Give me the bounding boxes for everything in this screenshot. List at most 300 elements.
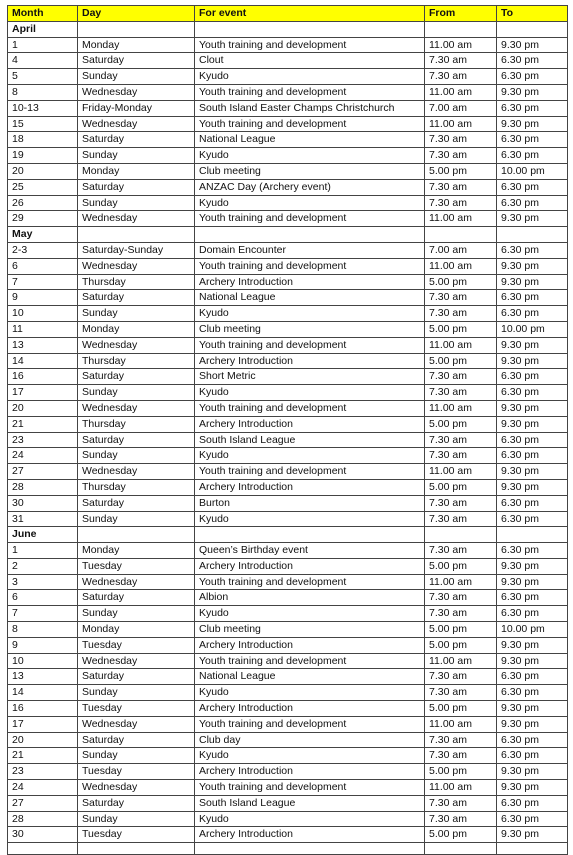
cell-event: National League bbox=[195, 669, 425, 685]
cell-to: 6.30 pm bbox=[497, 385, 568, 401]
cell-to: 6.30 pm bbox=[497, 669, 568, 685]
table-row bbox=[8, 195, 568, 211]
cell-event: Youth training and development bbox=[195, 574, 425, 590]
cell-day: Sunday bbox=[78, 448, 195, 464]
cell-date: 1 bbox=[8, 37, 78, 53]
table-row bbox=[8, 764, 568, 780]
cell-date: 13 bbox=[8, 337, 78, 353]
cell-event: Kyudo bbox=[195, 606, 425, 622]
table-row bbox=[8, 716, 568, 732]
cell-from: 5.00 pm bbox=[425, 353, 497, 369]
table-row bbox=[8, 116, 568, 132]
cell-to: 6.30 pm bbox=[497, 432, 568, 448]
cell-from: 7.30 am bbox=[425, 69, 497, 85]
cell-date: 6 bbox=[8, 590, 78, 606]
cell-day: Monday bbox=[78, 321, 195, 337]
cell-to: 6.30 pm bbox=[497, 369, 568, 385]
cell-event: South Island League bbox=[195, 795, 425, 811]
cell-day: Saturday bbox=[78, 53, 195, 69]
cell-date: 8 bbox=[8, 84, 78, 100]
cell-to: 9.30 pm bbox=[497, 258, 568, 274]
cell-day: Tuesday bbox=[78, 764, 195, 780]
cell-day: Wednesday bbox=[78, 84, 195, 100]
empty-cell bbox=[78, 527, 195, 543]
cell-day: Saturday bbox=[78, 179, 195, 195]
cell-from: 5.00 pm bbox=[425, 764, 497, 780]
cell-day: Sunday bbox=[78, 148, 195, 164]
cell-date: 1 bbox=[8, 543, 78, 559]
cell-event: National League bbox=[195, 132, 425, 148]
table-row bbox=[8, 464, 568, 480]
cell-day: Saturday bbox=[78, 590, 195, 606]
table-row bbox=[8, 685, 568, 701]
cell-day: Tuesday bbox=[78, 827, 195, 843]
table-row bbox=[8, 163, 568, 179]
cell-day: Wednesday bbox=[78, 211, 195, 227]
cell-event: Youth training and development bbox=[195, 211, 425, 227]
cell-event: Archery Introduction bbox=[195, 764, 425, 780]
cell-day: Thursday bbox=[78, 479, 195, 495]
cell-to: 9.30 pm bbox=[497, 116, 568, 132]
cell-from: 7.00 am bbox=[425, 242, 497, 258]
cell-to: 6.30 pm bbox=[497, 69, 568, 85]
cell-day: Thursday bbox=[78, 274, 195, 290]
cell-event: Kyudo bbox=[195, 385, 425, 401]
empty-cell bbox=[195, 227, 425, 243]
cell-event: Kyudo bbox=[195, 148, 425, 164]
cell-from: 11.00 am bbox=[425, 116, 497, 132]
table-row bbox=[8, 748, 568, 764]
cell-day: Wednesday bbox=[78, 464, 195, 480]
table-row bbox=[8, 242, 568, 258]
cell-to: 6.30 pm bbox=[497, 53, 568, 69]
cell-event: Kyudo bbox=[195, 306, 425, 322]
cell-day: Saturday bbox=[78, 132, 195, 148]
cell-day: Saturday bbox=[78, 669, 195, 685]
table-row bbox=[8, 385, 568, 401]
cell-to: 6.30 pm bbox=[497, 179, 568, 195]
table-row bbox=[8, 337, 568, 353]
table-row bbox=[8, 495, 568, 511]
cell-event: Domain Encounter bbox=[195, 242, 425, 258]
cell-day: Wednesday bbox=[78, 780, 195, 796]
cell-day: Friday-Monday bbox=[78, 100, 195, 116]
table-row bbox=[8, 179, 568, 195]
cell-day: Sunday bbox=[78, 195, 195, 211]
cell-day: Saturday bbox=[78, 432, 195, 448]
cell-event: Club meeting bbox=[195, 321, 425, 337]
cell-date: 14 bbox=[8, 353, 78, 369]
table-row bbox=[8, 132, 568, 148]
cell-from: 5.00 pm bbox=[425, 637, 497, 653]
table-row bbox=[8, 574, 568, 590]
cell-to: 9.30 pm bbox=[497, 716, 568, 732]
cell-event: Club day bbox=[195, 732, 425, 748]
cell-date: 17 bbox=[8, 716, 78, 732]
cell-from: 11.00 am bbox=[425, 37, 497, 53]
table-row bbox=[8, 321, 568, 337]
cell-to: 9.30 pm bbox=[497, 353, 568, 369]
month-label: June bbox=[8, 527, 78, 543]
empty-cell bbox=[78, 21, 195, 37]
table-row bbox=[8, 795, 568, 811]
cell-from: 7.30 am bbox=[425, 195, 497, 211]
cell-from: 7.30 am bbox=[425, 179, 497, 195]
cell-to: 6.30 pm bbox=[497, 795, 568, 811]
cell-from: 7.30 am bbox=[425, 590, 497, 606]
cell-event: Kyudo bbox=[195, 811, 425, 827]
cell-to: 6.30 pm bbox=[497, 306, 568, 322]
cell-to: 10.00 pm bbox=[497, 622, 568, 638]
cell-day: Saturday bbox=[78, 495, 195, 511]
cell-event: Youth training and development bbox=[195, 337, 425, 353]
cell-event: Clout bbox=[195, 53, 425, 69]
table-row bbox=[8, 290, 568, 306]
cell-to: 6.30 pm bbox=[497, 511, 568, 527]
cell-date: 3 bbox=[8, 574, 78, 590]
cell-to: 6.30 pm bbox=[497, 685, 568, 701]
cell-to: 9.30 pm bbox=[497, 400, 568, 416]
cell-from: 11.00 am bbox=[425, 400, 497, 416]
cell-day: Monday bbox=[78, 37, 195, 53]
cell-to: 6.30 pm bbox=[497, 606, 568, 622]
cell-from: 5.00 pm bbox=[425, 479, 497, 495]
table-row bbox=[8, 827, 568, 843]
cell-event: Queen’s Birthday event bbox=[195, 543, 425, 559]
cell-date: 13 bbox=[8, 669, 78, 685]
cell-to: 9.30 pm bbox=[497, 84, 568, 100]
cell-to: 9.30 pm bbox=[497, 780, 568, 796]
cell-day: Sunday bbox=[78, 685, 195, 701]
cell-to: 9.30 pm bbox=[497, 211, 568, 227]
cell-day: Thursday bbox=[78, 416, 195, 432]
cell-to: 6.30 pm bbox=[497, 242, 568, 258]
cell-to: 9.30 pm bbox=[497, 653, 568, 669]
table-row bbox=[8, 701, 568, 717]
cell-date: 30 bbox=[8, 827, 78, 843]
cell-date: 24 bbox=[8, 780, 78, 796]
empty-cell bbox=[425, 227, 497, 243]
cell-date: 20 bbox=[8, 163, 78, 179]
cell-event: ANZAC Day (Archery event) bbox=[195, 179, 425, 195]
schedule-table bbox=[7, 5, 568, 855]
cell-event: South Island League bbox=[195, 432, 425, 448]
cell-date: 24 bbox=[8, 448, 78, 464]
table-row bbox=[8, 369, 568, 385]
cell-from: 7.30 am bbox=[425, 495, 497, 511]
cell-from: 5.00 pm bbox=[425, 701, 497, 717]
cell-to: 6.30 pm bbox=[497, 543, 568, 559]
cell-from: 5.00 pm bbox=[425, 558, 497, 574]
month-row bbox=[8, 227, 568, 243]
cell-date: 9 bbox=[8, 637, 78, 653]
cell-to: 6.30 pm bbox=[497, 148, 568, 164]
cell-to: 6.30 pm bbox=[497, 100, 568, 116]
cell-to: 9.30 pm bbox=[497, 827, 568, 843]
header-from: From bbox=[425, 6, 497, 22]
cell-event: Kyudo bbox=[195, 195, 425, 211]
cell-date: 30 bbox=[8, 495, 78, 511]
empty-cell bbox=[195, 21, 425, 37]
cell-from: 7.30 am bbox=[425, 132, 497, 148]
cell-date: 7 bbox=[8, 606, 78, 622]
cell-date: 10 bbox=[8, 653, 78, 669]
cell-from: 7.30 am bbox=[425, 606, 497, 622]
cell-to: 6.30 pm bbox=[497, 748, 568, 764]
cell-date: 8 bbox=[8, 622, 78, 638]
cell-from: 11.00 am bbox=[425, 84, 497, 100]
cell-date: 18 bbox=[8, 132, 78, 148]
cell-event: Kyudo bbox=[195, 69, 425, 85]
table-row bbox=[8, 432, 568, 448]
empty-cell bbox=[195, 527, 425, 543]
empty-cell bbox=[497, 227, 568, 243]
cell-event: National League bbox=[195, 290, 425, 306]
cell-day: Sunday bbox=[78, 306, 195, 322]
table-row bbox=[8, 258, 568, 274]
cell-event: Youth training and development bbox=[195, 37, 425, 53]
cell-date: 16 bbox=[8, 701, 78, 717]
cell-day: Wednesday bbox=[78, 400, 195, 416]
cell-to: 6.30 pm bbox=[497, 132, 568, 148]
cell-day: Monday bbox=[78, 543, 195, 559]
cell-to: 6.30 pm bbox=[497, 732, 568, 748]
cell-date: 21 bbox=[8, 748, 78, 764]
table-row bbox=[8, 669, 568, 685]
cell-event: Youth training and development bbox=[195, 258, 425, 274]
table-header bbox=[8, 6, 568, 22]
table-row bbox=[8, 590, 568, 606]
cell-date: 16 bbox=[8, 369, 78, 385]
cell-to: 9.30 pm bbox=[497, 558, 568, 574]
table-row bbox=[8, 69, 568, 85]
cell-date: 20 bbox=[8, 400, 78, 416]
cell-date: 23 bbox=[8, 432, 78, 448]
cell-from: 11.00 am bbox=[425, 464, 497, 480]
cell-from: 11.00 am bbox=[425, 574, 497, 590]
cell-to: 9.30 pm bbox=[497, 274, 568, 290]
cell-date: 20 bbox=[8, 732, 78, 748]
cell-from: 11.00 am bbox=[425, 653, 497, 669]
cell-event: Kyudo bbox=[195, 448, 425, 464]
cell-date: 2-3 bbox=[8, 242, 78, 258]
cell-to: 6.30 pm bbox=[497, 290, 568, 306]
empty-cell bbox=[78, 227, 195, 243]
cell-from: 7.30 am bbox=[425, 432, 497, 448]
cell-event: Albion bbox=[195, 590, 425, 606]
table-row bbox=[8, 84, 568, 100]
cell-to: 6.30 pm bbox=[497, 495, 568, 511]
cell-day: Saturday bbox=[78, 290, 195, 306]
cell-from: 5.00 pm bbox=[425, 163, 497, 179]
table-row bbox=[8, 353, 568, 369]
cell-from: 7.30 am bbox=[425, 811, 497, 827]
cell-from: 11.00 am bbox=[425, 716, 497, 732]
table-row bbox=[8, 211, 568, 227]
empty-cell bbox=[425, 21, 497, 37]
cell-day: Thursday bbox=[78, 353, 195, 369]
cell-date: 10 bbox=[8, 306, 78, 322]
cell-to: 9.30 pm bbox=[497, 464, 568, 480]
month-row bbox=[8, 21, 568, 37]
cell-to: 10.00 pm bbox=[497, 321, 568, 337]
cell-event: Kyudo bbox=[195, 748, 425, 764]
cell-to: 9.30 pm bbox=[497, 479, 568, 495]
cell-date: 10-13 bbox=[8, 100, 78, 116]
cell-day: Wednesday bbox=[78, 337, 195, 353]
cell-date: 2 bbox=[8, 558, 78, 574]
cell-date: 7 bbox=[8, 274, 78, 290]
cell-from: 11.00 am bbox=[425, 780, 497, 796]
cell-to: 9.30 pm bbox=[497, 574, 568, 590]
table-row bbox=[8, 622, 568, 638]
cell-from: 5.00 pm bbox=[425, 827, 497, 843]
cell-from: 5.00 pm bbox=[425, 416, 497, 432]
cell-event: Youth training and development bbox=[195, 464, 425, 480]
cell-date: 27 bbox=[8, 464, 78, 480]
cell-date: 11 bbox=[8, 321, 78, 337]
cell-day: Monday bbox=[78, 163, 195, 179]
cell-to: 9.30 pm bbox=[497, 637, 568, 653]
cell-day: Sunday bbox=[78, 511, 195, 527]
cell-date: 6 bbox=[8, 258, 78, 274]
cell-to: 9.30 pm bbox=[497, 701, 568, 717]
table-row bbox=[8, 400, 568, 416]
cell-event: Club meeting bbox=[195, 163, 425, 179]
cell-date: 9 bbox=[8, 290, 78, 306]
cell-event: Youth training and development bbox=[195, 653, 425, 669]
cell-from: 5.00 pm bbox=[425, 274, 497, 290]
cell-from: 7.30 am bbox=[425, 385, 497, 401]
cell-from: 7.30 am bbox=[425, 543, 497, 559]
table-row bbox=[8, 479, 568, 495]
cell-from: 11.00 am bbox=[425, 258, 497, 274]
table-row bbox=[8, 306, 568, 322]
cell-event: Youth training and development bbox=[195, 400, 425, 416]
cell-event: Short Metric bbox=[195, 369, 425, 385]
cell-day: Tuesday bbox=[78, 701, 195, 717]
cell-day: Monday bbox=[78, 622, 195, 638]
cell-day: Tuesday bbox=[78, 637, 195, 653]
cell-date: 21 bbox=[8, 416, 78, 432]
cell-from: 7.30 am bbox=[425, 306, 497, 322]
table-row bbox=[8, 37, 568, 53]
month-label: May bbox=[8, 227, 78, 243]
table-row bbox=[8, 274, 568, 290]
cell-date: 27 bbox=[8, 795, 78, 811]
header-row bbox=[8, 6, 568, 22]
table-row bbox=[8, 416, 568, 432]
cell-date: 19 bbox=[8, 148, 78, 164]
cell-event: South Island Easter Champs Christchurch bbox=[195, 100, 425, 116]
cell-date: 4 bbox=[8, 53, 78, 69]
cell-date: 26 bbox=[8, 195, 78, 211]
cell-date: 23 bbox=[8, 764, 78, 780]
cell-from: 11.00 am bbox=[425, 337, 497, 353]
table-row bbox=[8, 558, 568, 574]
cell-from: 7.30 am bbox=[425, 669, 497, 685]
cell-event: Burton bbox=[195, 495, 425, 511]
cell-from: 7.30 am bbox=[425, 148, 497, 164]
cell-from: 7.30 am bbox=[425, 369, 497, 385]
table-row bbox=[8, 780, 568, 796]
cell-day: Tuesday bbox=[78, 558, 195, 574]
cell-to: 9.30 pm bbox=[497, 764, 568, 780]
cell-from: 5.00 pm bbox=[425, 321, 497, 337]
cell-day: Sunday bbox=[78, 748, 195, 764]
cell-from: 7.30 am bbox=[425, 732, 497, 748]
cell-to: 9.30 pm bbox=[497, 337, 568, 353]
cell-to: 6.30 pm bbox=[497, 195, 568, 211]
table-row bbox=[8, 148, 568, 164]
cell-day: Sunday bbox=[78, 385, 195, 401]
empty-cell bbox=[497, 527, 568, 543]
cell-day: Saturday bbox=[78, 795, 195, 811]
table-row bbox=[8, 100, 568, 116]
table-row bbox=[8, 637, 568, 653]
cell-to: 9.30 pm bbox=[497, 416, 568, 432]
cell-to: 9.30 pm bbox=[497, 37, 568, 53]
month-label: April bbox=[8, 21, 78, 37]
cell-day: Wednesday bbox=[78, 653, 195, 669]
cell-day: Wednesday bbox=[78, 116, 195, 132]
table-row bbox=[8, 732, 568, 748]
cell-day: Saturday-Sunday bbox=[78, 242, 195, 258]
cell-date: 25 bbox=[8, 179, 78, 195]
cell-from: 7.30 am bbox=[425, 53, 497, 69]
cell-from: 7.30 am bbox=[425, 290, 497, 306]
cell-date: 17 bbox=[8, 385, 78, 401]
cell-day: Sunday bbox=[78, 69, 195, 85]
cell-event: Youth training and development bbox=[195, 780, 425, 796]
table-body bbox=[8, 21, 568, 854]
table-row bbox=[8, 543, 568, 559]
cell-from: 7.30 am bbox=[425, 748, 497, 764]
header-to: To bbox=[497, 6, 568, 22]
cell-day: Wednesday bbox=[78, 258, 195, 274]
cell-day: Wednesday bbox=[78, 716, 195, 732]
cell-from: 7.30 am bbox=[425, 511, 497, 527]
cell-event: Archery Introduction bbox=[195, 353, 425, 369]
cell-date: 28 bbox=[8, 479, 78, 495]
table-row bbox=[8, 53, 568, 69]
header-month: Month bbox=[8, 6, 78, 22]
cell-from: 11.00 am bbox=[425, 211, 497, 227]
cell-from: 7.30 am bbox=[425, 685, 497, 701]
cell-date: 14 bbox=[8, 685, 78, 701]
cell-to: 6.30 pm bbox=[497, 448, 568, 464]
cell-date: 28 bbox=[8, 811, 78, 827]
cell-event: Archery Introduction bbox=[195, 274, 425, 290]
cell-date: 29 bbox=[8, 211, 78, 227]
cell-event: Archery Introduction bbox=[195, 701, 425, 717]
cell-day: Wednesday bbox=[78, 574, 195, 590]
table-row bbox=[8, 448, 568, 464]
cell-event: Kyudo bbox=[195, 685, 425, 701]
cell-to: 6.30 pm bbox=[497, 590, 568, 606]
table-row bbox=[8, 606, 568, 622]
cell-day: Sunday bbox=[78, 606, 195, 622]
cell-from: 7.30 am bbox=[425, 795, 497, 811]
cell-event: Archery Introduction bbox=[195, 637, 425, 653]
cell-day: Saturday bbox=[78, 369, 195, 385]
table-row bbox=[8, 653, 568, 669]
cell-date: 5 bbox=[8, 69, 78, 85]
cell-event: Youth training and development bbox=[195, 716, 425, 732]
cell-to: 6.30 pm bbox=[497, 811, 568, 827]
header-day: Day bbox=[78, 6, 195, 22]
cell-from: 7.30 am bbox=[425, 448, 497, 464]
